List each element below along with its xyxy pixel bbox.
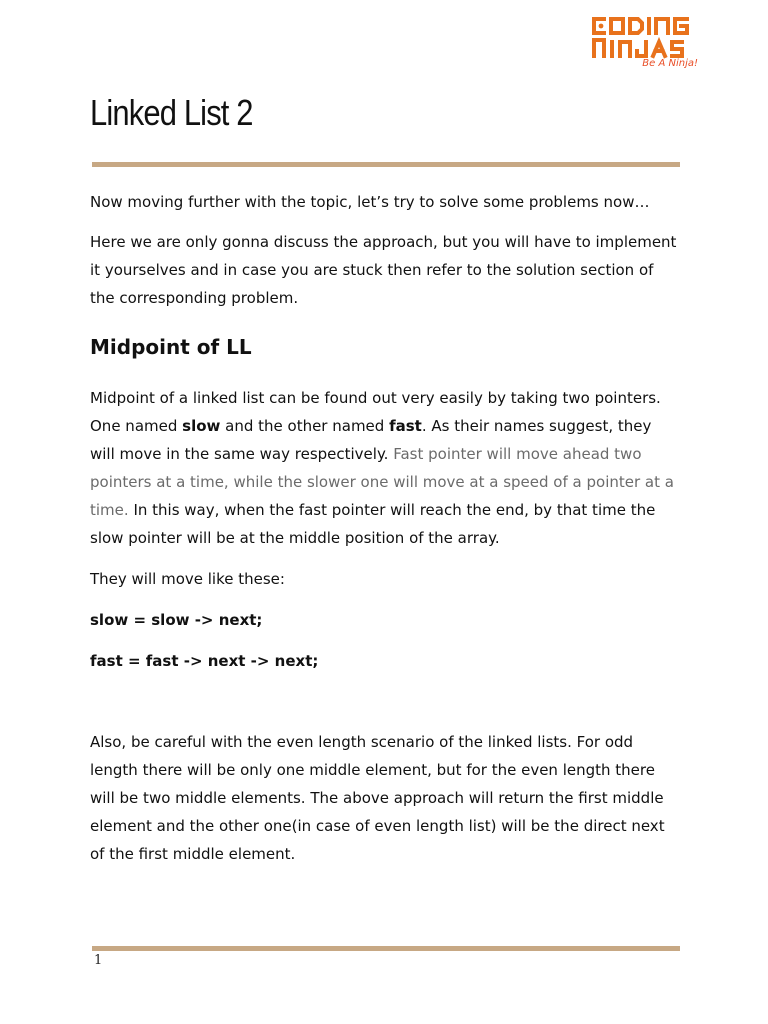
move-intro-paragraph: They will move like these: bbox=[90, 570, 285, 588]
midpoint-paragraph bbox=[90, 384, 680, 552]
intro-paragraph-2: Here we are only gonna discuss the approach, but you will have to implement it yourselves and in case you are stuck then refer to the solution section of the corresponding problem. bbox=[90, 233, 677, 307]
header-divider bbox=[92, 162, 680, 167]
page-title: Linked List 2 bbox=[90, 92, 253, 133]
text-run: In this way, when the fast pointer will reach the end, by that time the slow pointer will be at the middle position of the array. bbox=[90, 501, 656, 547]
text-run: and the other named bbox=[220, 417, 390, 435]
code-line-fast: fast = fast -> next -> next; bbox=[90, 652, 319, 670]
intro-paragraph-1: Now moving further with the topic, let’s try to solve some problems now… bbox=[90, 193, 650, 211]
coding-ninjas-logo bbox=[590, 14, 704, 70]
document-body bbox=[90, 188, 680, 868]
logo-graphic bbox=[590, 14, 704, 70]
bold-fast: fast bbox=[389, 417, 422, 435]
text-run: . As their names suggest, they will move in the same way respectively. bbox=[90, 417, 652, 463]
logo-tagline: Be A Ninja! bbox=[642, 58, 698, 69]
footer-divider bbox=[92, 946, 680, 951]
muted-text-run: Fast pointer will move ahead two pointers at a time, while the slower one will move at a speed of a pointer at a time. bbox=[90, 445, 674, 519]
text-run: Midpoint of a linked list can be found out very easily by taking two pointers. One named bbox=[90, 389, 661, 435]
bold-slow: slow bbox=[182, 417, 221, 435]
section-heading: Midpoint of LL bbox=[90, 335, 252, 359]
even-length-paragraph: Also, be careful with the even length scenario of the linked lists. For odd length there will be only one middle element, but for the even length there will be two middle elements. The above approach will return the first middle element and the other one(in case of even length list) will be the direct next of the first middle element. bbox=[90, 733, 665, 863]
code-line-slow: slow = slow -> next; bbox=[90, 611, 263, 629]
page-number: 1 bbox=[94, 953, 103, 968]
